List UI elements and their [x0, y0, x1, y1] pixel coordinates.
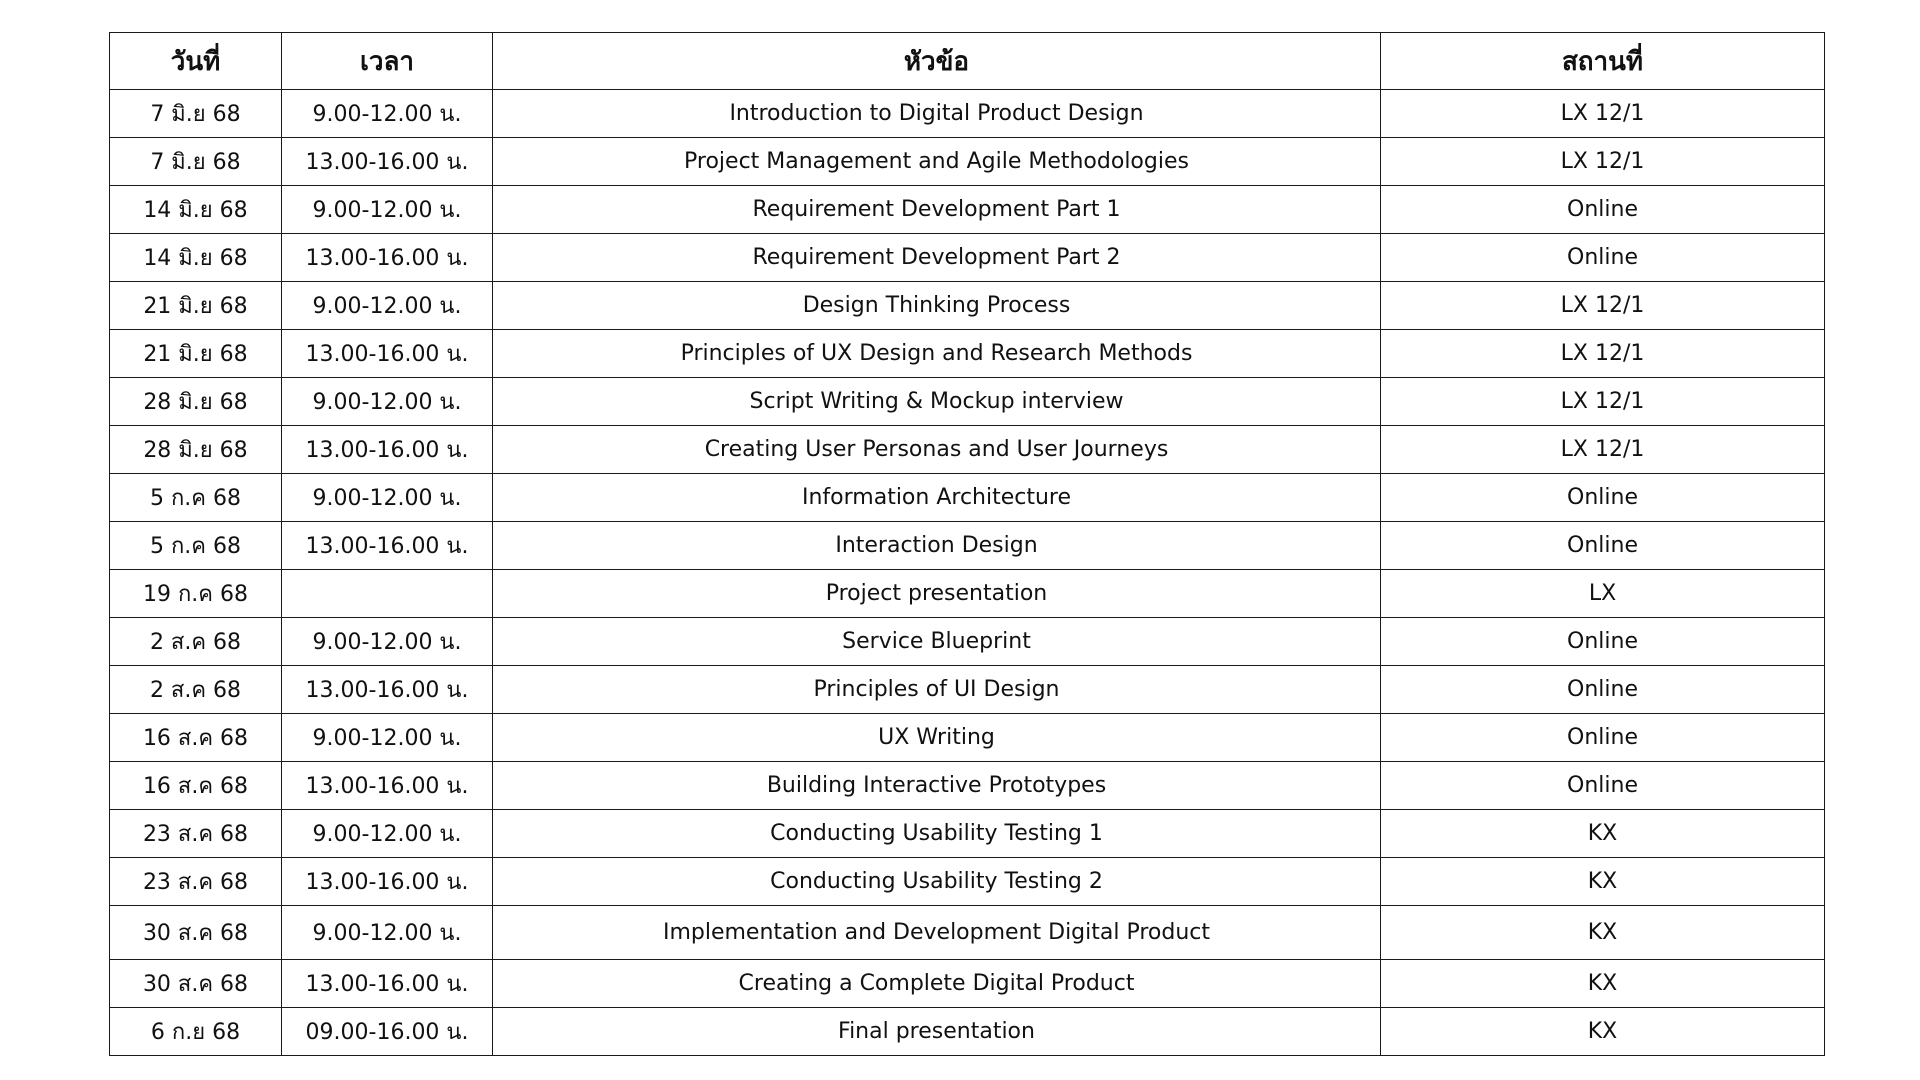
- cell-place: Online: [1381, 474, 1825, 522]
- cell-time: 9.00-12.00 น.: [282, 618, 493, 666]
- table-row: [110, 570, 1825, 618]
- cell-time: 9.00-12.00 น.: [282, 186, 493, 234]
- table-row: [110, 474, 1825, 522]
- cell-place: LX: [1381, 570, 1825, 618]
- cell-date: 14 มิ.ย 68: [110, 234, 282, 282]
- cell-place: LX 12/1: [1381, 378, 1825, 426]
- cell-date: 19 ก.ค 68: [110, 570, 282, 618]
- cell-date: 16 ส.ค 68: [110, 714, 282, 762]
- table-row: [110, 858, 1825, 906]
- table-row: [110, 618, 1825, 666]
- cell-date: 7 มิ.ย 68: [110, 90, 282, 138]
- cell-place: LX 12/1: [1381, 138, 1825, 186]
- cell-time: 13.00-16.00 น.: [282, 666, 493, 714]
- cell-time: 9.00-12.00 น.: [282, 378, 493, 426]
- table-row: [110, 426, 1825, 474]
- header-time: เวลา: [282, 33, 493, 90]
- cell-topic: Interaction Design: [493, 522, 1381, 570]
- cell-topic: UX Writing: [493, 714, 1381, 762]
- cell-time: 13.00-16.00 น.: [282, 858, 493, 906]
- table-row: [110, 906, 1825, 960]
- cell-date: 23 ส.ค 68: [110, 810, 282, 858]
- cell-time: 13.00-16.00 น.: [282, 426, 493, 474]
- cell-place: KX: [1381, 810, 1825, 858]
- table-row: [110, 666, 1825, 714]
- header-row: [110, 33, 1825, 90]
- cell-place: Online: [1381, 522, 1825, 570]
- table-row: [110, 282, 1825, 330]
- cell-time: 13.00-16.00 น.: [282, 138, 493, 186]
- cell-place: Online: [1381, 762, 1825, 810]
- cell-place: KX: [1381, 960, 1825, 1008]
- table-row: [110, 234, 1825, 282]
- table-row: [110, 810, 1825, 858]
- cell-date: 6 ก.ย 68: [110, 1008, 282, 1056]
- cell-place: LX 12/1: [1381, 90, 1825, 138]
- cell-place: Online: [1381, 234, 1825, 282]
- cell-place: LX 12/1: [1381, 330, 1825, 378]
- cell-topic: Creating User Personas and User Journeys: [493, 426, 1381, 474]
- cell-time: 9.00-12.00 น.: [282, 906, 493, 960]
- cell-time: 9.00-12.00 น.: [282, 714, 493, 762]
- cell-topic: Implementation and Development Digital Product: [493, 906, 1381, 960]
- cell-topic: Project presentation: [493, 570, 1381, 618]
- cell-date: 28 มิ.ย 68: [110, 378, 282, 426]
- table-row: [110, 762, 1825, 810]
- cell-place: KX: [1381, 858, 1825, 906]
- table-row: [110, 186, 1825, 234]
- cell-topic: Script Writing & Mockup interview: [493, 378, 1381, 426]
- cell-time: 9.00-12.00 น.: [282, 282, 493, 330]
- schedule-table: [109, 32, 1825, 1056]
- cell-date: 2 ส.ค 68: [110, 618, 282, 666]
- cell-place: KX: [1381, 1008, 1825, 1056]
- cell-topic: Conducting Usability Testing 2: [493, 858, 1381, 906]
- table-row: [110, 378, 1825, 426]
- cell-topic: Information Architecture: [493, 474, 1381, 522]
- cell-topic: Requirement Development Part 2: [493, 234, 1381, 282]
- cell-date: 28 มิ.ย 68: [110, 426, 282, 474]
- schedule-table-header: [110, 33, 1825, 90]
- cell-topic: Building Interactive Prototypes: [493, 762, 1381, 810]
- cell-date: 21 มิ.ย 68: [110, 282, 282, 330]
- table-row: [110, 714, 1825, 762]
- cell-date: 2 ส.ค 68: [110, 666, 282, 714]
- cell-time: 13.00-16.00 น.: [282, 960, 493, 1008]
- schedule-table-body: [110, 90, 1825, 1056]
- cell-topic: Requirement Development Part 1: [493, 186, 1381, 234]
- header-place: สถานที่: [1381, 33, 1825, 90]
- cell-date: 21 มิ.ย 68: [110, 330, 282, 378]
- cell-topic: Service Blueprint: [493, 618, 1381, 666]
- cell-place: LX 12/1: [1381, 426, 1825, 474]
- cell-time: 9.00-12.00 น.: [282, 90, 493, 138]
- cell-date: 7 มิ.ย 68: [110, 138, 282, 186]
- cell-time: [282, 570, 493, 618]
- cell-date: 30 ส.ค 68: [110, 906, 282, 960]
- cell-time: 9.00-12.00 น.: [282, 474, 493, 522]
- cell-place: Online: [1381, 618, 1825, 666]
- table-row: [110, 522, 1825, 570]
- table-row: [110, 960, 1825, 1008]
- header-date: วันที่: [110, 33, 282, 90]
- cell-place: LX 12/1: [1381, 282, 1825, 330]
- cell-date: 14 มิ.ย 68: [110, 186, 282, 234]
- cell-date: 5 ก.ค 68: [110, 474, 282, 522]
- cell-topic: Creating a Complete Digital Product: [493, 960, 1381, 1008]
- cell-place: Online: [1381, 186, 1825, 234]
- table-row: [110, 138, 1825, 186]
- cell-place: Online: [1381, 714, 1825, 762]
- cell-topic: Final presentation: [493, 1008, 1381, 1056]
- cell-topic: Introduction to Digital Product Design: [493, 90, 1381, 138]
- cell-date: 30 ส.ค 68: [110, 960, 282, 1008]
- cell-topic: Project Management and Agile Methodologies: [493, 138, 1381, 186]
- cell-topic: Design Thinking Process: [493, 282, 1381, 330]
- cell-time: 13.00-16.00 น.: [282, 762, 493, 810]
- cell-place: Online: [1381, 666, 1825, 714]
- cell-time: 09.00-16.00 น.: [282, 1008, 493, 1056]
- header-topic: หัวข้อ: [493, 33, 1381, 90]
- cell-time: 13.00-16.00 น.: [282, 522, 493, 570]
- table-row: [110, 90, 1825, 138]
- table-row: [110, 1008, 1825, 1056]
- cell-date: 5 ก.ค 68: [110, 522, 282, 570]
- table-row: [110, 330, 1825, 378]
- cell-topic: Conducting Usability Testing 1: [493, 810, 1381, 858]
- cell-place: KX: [1381, 906, 1825, 960]
- cell-time: 13.00-16.00 น.: [282, 330, 493, 378]
- cell-topic: Principles of UX Design and Research Methods: [493, 330, 1381, 378]
- cell-time: 9.00-12.00 น.: [282, 810, 493, 858]
- cell-date: 16 ส.ค 68: [110, 762, 282, 810]
- cell-date: 23 ส.ค 68: [110, 858, 282, 906]
- cell-time: 13.00-16.00 น.: [282, 234, 493, 282]
- cell-topic: Principles of UI Design: [493, 666, 1381, 714]
